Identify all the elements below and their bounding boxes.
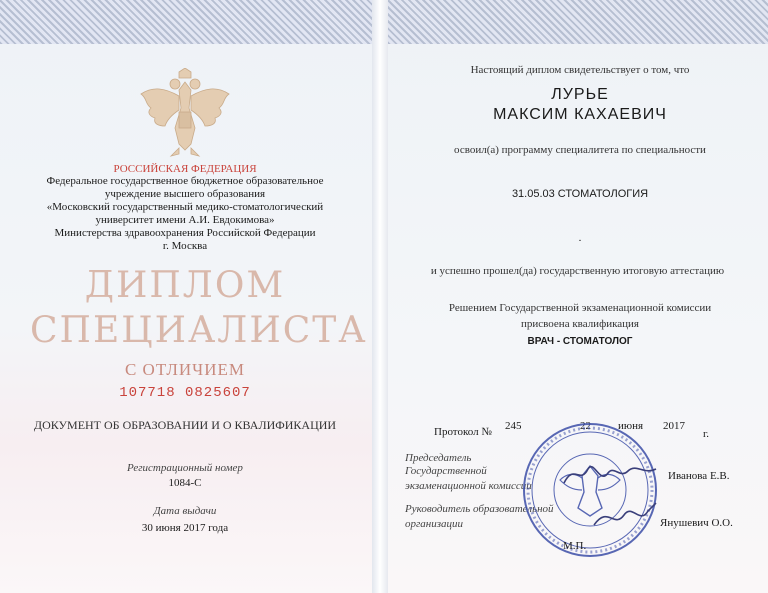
russian-eagle-emblem-icon [135,68,235,158]
head-line-2: организации [405,518,464,530]
registration-label: Регистрационный номер [127,462,243,474]
registration-number: 1084-С [168,477,202,489]
qualification-awarded: присвоена квалификация [521,318,639,330]
blank-line-dot: . [578,232,582,244]
head-signature [590,495,660,535]
honors-label: С ОТЛИЧИЕМ [124,360,246,379]
org-line-5: Министерства здравоохранения Российской Федерации [54,227,316,239]
certify-intro: Настоящий диплом свидетельствует о том, что [470,64,690,76]
protocol-month: июня [618,420,644,432]
specialty: 31.05.03 СТОМАТОЛОГИЯ [511,188,649,200]
chair-name: Иванова Е.В. [668,470,730,482]
issue-date-label: Дата выдачи [153,505,217,517]
protocol-label: Протокол № [434,426,492,438]
org-line-4: университет имени А.И. Евдокимова» [95,214,275,226]
diploma-number: 107718 0825607 [119,385,251,401]
protocol-year: 2017 [663,420,685,432]
protocol-number: 245 [505,420,522,432]
protocol-year-suffix: г. [703,428,710,440]
commission-decision: Решением Государственной экзаменационной комиссии [448,302,712,314]
head-line-1: Руководитель образовательной [405,503,554,515]
graduate-name: МАКСИМ КАХАЕВИЧ [493,106,667,123]
seal-place-mark: М.П. [563,540,587,552]
chair-line-1: Председатель [405,452,472,464]
attestation-statement: и успешно прошел(да) государственную итоговую аттестацию [430,265,725,277]
document-type: ДОКУМЕНТ ОБ ОБРАЗОВАНИИ И О КВАЛИФИКАЦИИ [33,418,337,432]
protocol-day: 22 [580,420,591,432]
country-name: РОССИЙСКАЯ ФЕДЕРАЦИЯ [113,163,257,175]
org-line-2: учреждение высшего образования [104,188,266,200]
org-line-6: г. Москва [162,240,208,252]
head-name: Янушевич О.О. [660,517,733,529]
diploma-title: ДИПЛОМ [84,265,286,306]
graduate-surname: ЛУРЬЕ [551,86,609,103]
program-statement: освоил(а) программу специалитета по специальности [454,144,706,156]
page-fold [372,0,388,593]
chair-signature [560,455,660,495]
security-pattern-right [388,0,768,44]
diploma-subtitle: СПЕЦИАЛИСТА [30,310,368,351]
chair-line-2: Государственной [405,465,487,477]
org-line-3: «Московский государственный медико-стоматологический [46,201,324,213]
security-pattern-left [0,0,372,44]
issue-date-value: 30 июня 2017 года [141,522,229,534]
qualification: ВРАЧ - СТОМАТОЛОГ [527,336,633,347]
org-line-1: Федеральное государственное бюджетное образовательное [46,175,324,187]
chair-line-3: экзаменационной комиссии [405,480,532,492]
